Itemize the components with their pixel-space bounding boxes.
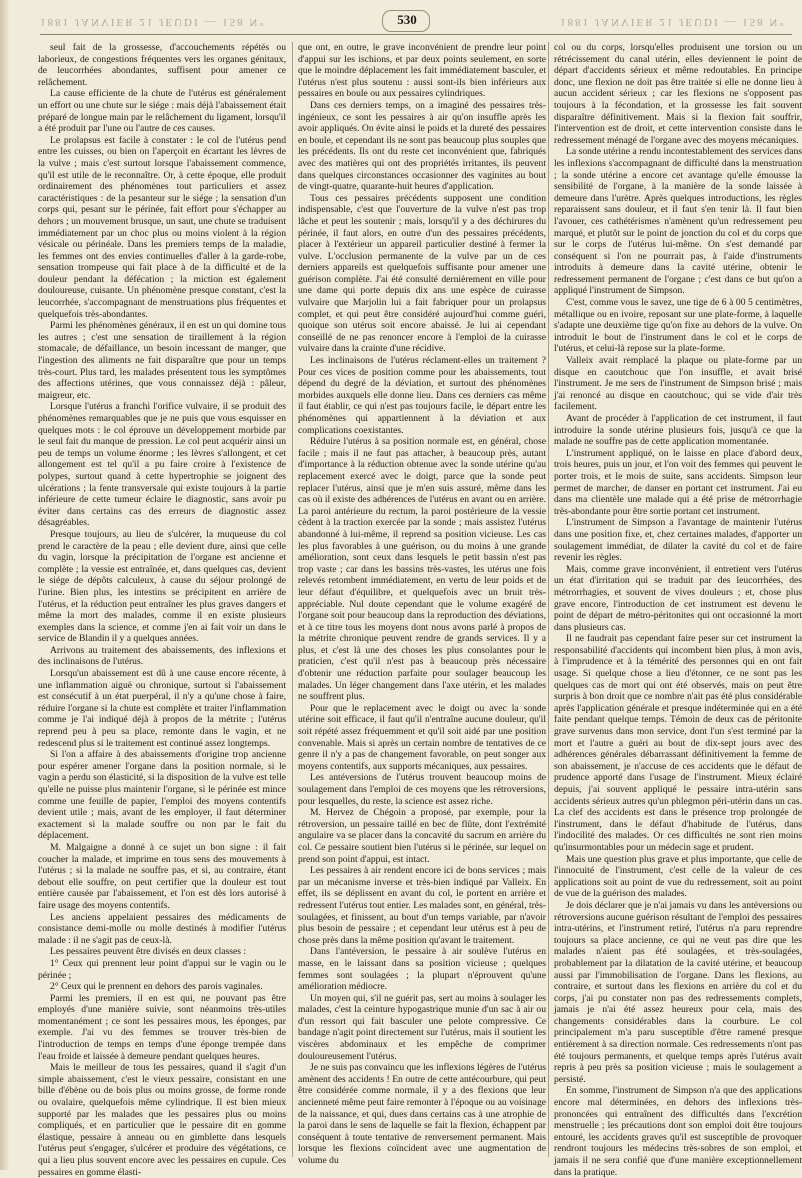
paragraph: La sonde utérine a rendu incontestablement des services dans les inflexions s'accompagnant de difficulté dans la menstruation ; la sonde utérine a encore cet avantage qu'elle émousse la sensibilité de l'organe, à la manière de la sonde laissée à demeure dans l'urètre. Après quelques introductions, les règles reparaissent sans douleur, et il faut s'en tenir là. Il faut bien l'avouer, ces cathétérismes n'amènent qu'un redressement peu marqué, et plutôt sur le point de jonction du col et du corps que sur le corps de l'utérus lui-même. On s'est demandé par conséquent si l'on ne pourrait pas, à l'aide d'instruments introduits à demeure dans la cavité utérine, obtenir le redressement permanent de l'organe ; c'est dans ce but qu'on a appliqué l'instrument de Simpson. — [554, 146, 802, 297]
paragraph: Lorsque l'utérus a franchi l'orifice vulvaire, il se produit des phénomènes remarquables que je ne puis que vous esquisser en quelques mots : le col éprouve un développement morbide par le seul fait du manque de pression. Le col peut acquérir ainsi un peu de temps un volume énorme ; les lèvres s'allongent, et cet allongement est tel qu'il a pu faire croire à l'existence de polypes, surtout quand à cette hypertrophie se joignent des ulcérations ; la fente transversale qui existe toujours à la partie inférieure de cette tumeur éclaire le diagnostic, sans avoir pu éviter dans certains cas des erreurs de diagnostic assez désagréables. — [38, 401, 286, 529]
paragraph: Réduire l'utérus à sa position normale est, en général, chose facile ; mais il ne faut pas attacher, à beaucoup près, autant d'importance à la réduction obtenue avec la sonde utérine qu'au replacement exercé avec le doigt, parce que la sonde peut replacer l'utérus, ainsi que je m'en suis assuré, même dans les cas où il existe des adhérences de l'utérus en avant ou en arrière. La paroi antérieure du rectum, la paroi postérieure de la vessie cèdent à la traction exercée par la sonde ; mais assistez l'utérus abandonné à lui-même, il reprend sa position vicieuse. Les cas les plus favorables à une guérison, ou du moins à une grande amélioration, sont ceux dans lesquels le petit bassin n'est pas trop vaste ; car dans les bassins très-vastes, les utérus une fois relevés retombent immédiatement, en vertu de leur poids et de leur défaut d'équilibre, et quelquefois avec un bruit très-appréciable. Nul doute cependant que le volume exagéré de l'organe soit pour beaucoup dans la reproduction des déviations, et à ce titre tous les moyens dont nous avons parlé à propos de la métrite chronique peuvent rendre de grands services. Il y a plus, et c'est là une des choses les plus consolantes pour le praticien, c'est qu'il n'est pas à beaucoup près nécessaire d'obtenir une réduction parfaite pour soulager beaucoup les malades. Un léger changement dans l'axe utérin, et les malades ne souffrent plus. — [298, 436, 546, 703]
paragraph: seul fait de la grossesse, d'accouchements répétés ou laborieux, de congestions fréquentes vers les organes génitaux, de leucorrhées abondantes, suffisent pour amener ce relâchement. — [38, 42, 286, 88]
paragraph: 2° Ceux qui le prennent en dehors des parois vaginales. — [50, 981, 263, 993]
paragraph: 1° Ceux qui prennent leur point d'appui sur le vagin ou le périnée ; — [38, 957, 286, 981]
paragraph: Je dois déclarer que je n'ai jamais vu dans les antéversions ou rétroversions aucune guérison résultant de l'emploi des pessaires intra-utérins, et l'instrument retiré, l'utérus n'a paru reprendre toujours sa place ancienne, ce qui ne veut pas dire que les malades n'aient pas été soulagées, et très-soulagées, probablement par la dilatation de la cavité utérine, et beaucoup aussi par l'immobilisation de l'organe. Dans les flexions, au contraire, et surtout dans les flexions en arrière du col et du corps, j'ai pu constater non pas des redressements complets, jamais je n'ai été assez heureux pour cela, mais des changements considérables dans la courbure. Le col principalement m'a paru susceptible d'être ramené presque entièrement à sa direction normale. Ces redressements n'ont pas été toujours permanents, et quelque temps après l'utérus avait repris à peu près sa position vicieuse ; mais le soulagement a persisté. — [554, 899, 802, 1085]
paragraph: Dans l'antéversion, le pessaire à air soulève l'utérus en masse, en le laissant dans sa position vicieuse ; quelques femmes sont soulagées ; la plupart n'éprouvent qu'une amélioration médiocre. — [298, 946, 546, 993]
paragraph: L'instrument appliqué, on le laisse en place d'abord deux, trois heures, puis un jour, et l'on voit des femmes qui peuvent le porter trois, et le mois de suite, sans accidents. Simpson leur permet de marcher, de danser en portant cet instrument. J'ai eu dans ma clientèle une malade qui a été prise de métrorrhagie très-abondante pour être sortie portant cet instrument. — [554, 447, 802, 517]
paragraph: Il ne faudrait pas cependant faire peser sur cet instrument la responsabilité d'accidents qui incombent bien plus, à mon avis, à l'imprudence et à la témérité des personnes qui en ont fait usage. Si quelque chose a lieu d'étonner, ce ne sont pas les quelques cas de mort qui ont été observés, mais on peut être surpris à bon droit que ce nombre n'ait pas été plus considérable après l'application générale et presque indéterminée qui en a été faite pendant quelque temps. Témoin de deux cas de péritonite grave survenus dans mon service, dont l'un s'est terminé par la mort et l'autre a guéri au bout de dix-sept jours avec des adhérences générales débarrassant définitivement la femme de son abaissement, je n'accuse de ces accidents que le défaut de prudence apporté dans l'usage de l'instrument. Mieux éclairé depuis, j'ai souvent appliqué le pessaire intra-utérin sans accidents sérieux autres qu'un phlegmon péri-utérin dans un cas. La clef des accidents est dans le présence trop prolongée de l'instrument, dans le défaut d'habitude de l'utérus, dans l'indocilité des malades. Or ces difficultés ne sont rien moins qu'insurmontables pour un médecin sage et prudent. — [554, 633, 802, 853]
paragraph: Valleix avait remplacé la plaque ou plate-forme par un disque en caoutchouc que l'on insuffle, et avait brisé l'instrument. Je me sers de l'instrument de Simpson brisé ; mais j'ai renoncé au disque en caoutchouc, qui se vide d'air très facilement. — [554, 355, 802, 413]
text-column-2 — [298, 42, 546, 1166]
paragraph: Mais une question plus grave et plus importante, que celle de l'innocuité de l'instrument, c'est celle de la valeur de ces applications soit au point de vue du redressement, soit au point de vue de la guérison des malades. — [554, 853, 802, 900]
paragraph: Mais, comme grave inconvénient, il entretient vers l'utérus un état d'irritation qui se traduit par des leucorrhées, des métrorrhagies, et souvent de vives douleurs ; et, chose plus grave encore, l'introduction de cet instrument est devenu le point de départ de métro-péritonites qui ont occasionné la mort dans plusieurs cas. — [554, 563, 802, 633]
paragraph: Arrivons au traitement des abaissements, des inflexions et des inclinaisons de l'utérus. — [38, 644, 286, 668]
text-column-3 — [554, 42, 802, 1178]
paragraph: Les pessaires peuvent être divisés en deux classes : — [50, 946, 247, 958]
paragraph: Dans ces derniers temps, on a imaginé des pessaires très-ingénieux, ce sont les pessaires à air qu'on insuffle après les avoir appliqués. On évite ainsi le poids et la dureté des pessaires en boule, et cependant ils ne sont pas beaucoup plus souples que les précédents. Ils ont du reste cet inconvénient que, fabriqués avec des matières qui ont des propriétés irritantes, ils peuvent dans quelques circonstances occasionner des vaginites au bout de vingt-quatre, quarante-huit heures d'application. — [298, 99, 546, 193]
page-edge-shadow — [0, 0, 10, 1170]
page-number: 530 — [397, 12, 417, 27]
paragraph: Parmi les premiers, il en est qui, ne pouvant pas être employés d'une manière suivie, sont néanmoins très-utiles momentanément ; ce sont les pessaires mous, les éponges, par exemple. J'ai vu des femmes se trouver très-bien de l'introduction de temps en temps d'une éponge trempée dans l'eau froide et laissée à demeure pendant quelques heures. — [38, 992, 286, 1062]
paragraph: M. Malgaigne a donné à ce sujet un bon signe : il fait coucher la malade, et imprime en tous sens des mouvements à l'utérus ; si la malade ne souffre pas, et si, au contraire, étant debout elle souffre, on peut certifier que la douleur est tout entière causée par l'abaissement, et l'on est dès lors autorisé à faire usage des moyens contentifs. — [38, 841, 286, 911]
column-separator — [292, 42, 293, 1157]
text-column-1 — [38, 42, 286, 1178]
paragraph: Les anciens appelaient pessaires des médicaments de consistance demi-molle ou molle destinés à modifier l'utérus malade : il ne s'agit pas de ceux-là. — [38, 911, 286, 946]
paragraph: Avant de procéder à l'application de cet instrument, il faut introduire la sonde utérine plusieurs fois, jusqu'à ce que la malade ne souffre pas de cette application momentanée. — [554, 413, 802, 448]
paragraph: Je ne suis pas convaincu que les inflexions légères de l'utérus amènent des accidents ! En outre de cette antécourbure, qui peut être considérée comme normale, il y a des flexions que leur ancienneté même peut faire remonter à l'époque ou au voisinage de la naissance, et qui, dues dans certains cas à une atrophie de la paroi dans le sens de laquelle se fait la flexion, échappent par conséquent à toute tentative de renversement permanent. Mais lorsque les flexions coïncident avec une augmentation de volume du — [298, 1062, 546, 1166]
paragraph: col ou du corps, lorsqu'elles produisent une torsion ou un rétrécissement du canal utérin, elles deviennent le point de départ d'accidents sérieux et même redoutables. En principe donc, une flexion ne doit pas être traitée si elle ne donne lieu à aucun accident sérieux ; car les flexions ne s'opposent pas toujours à la fécondation, et la grossesse les fait souvent disparaître définitivement. Mais si la flexion fait souffrir, l'intervention est de droit, et cette intervention consiste dans le redressement ménagé de l'organe avec des moyens mécaniques. — [554, 42, 802, 146]
paragraph: Tous ces pessaires précédents supposent une condition indispensable, c'est que l'ouverture de la vulve n'est pas trop lâche et peut les soutenir ; mais, lorsqu'il y a des déchirures du périnée, il faut alors, en outre d'un des pessaires précédents, placer à l'extérieur un appareil particulier destiné à fermer la vulve. L'occlusion permanente de la vulve par un de ces derniers appareils est quelquefois suffisante pour amener une guérison complète. J'ai été consulté dernièrement en ville pour une dame qui porte depuis dix ans une espèce de cuirasse vulvaire que Marjolin lui a fait fabriquer pour un prolapsus complet, et qui peut être considéré aujourd'hui comme guéri, quoique son utérus soit encore abaissé. Je lui ai cependant conseillé de ne pas renoncer encore à l'emploi de la cuirasse vulvaire dans la crainte d'une récidive. — [298, 192, 546, 355]
paragraph: Presque toujours, au lieu de s'ulcérer, la muqueuse du col prend le caractère de la peau ; elle devient dure, ainsi que celle du vagin, lorsque la précipitation de l'organe est ancienne et complète ; la vessie est entraînée, et, dans quelques cas, devient le siége de dépôts calculeux, à cause du séjour prolongé de l'urine. Bien plus, les intestins se précipitent en arrière de l'utérus, et la réduction peut entraîner les plus graves dangers et même la mort des malades, comme il en existe plusieurs exemples dans la science, et comme j'en ai fait voir un dans le service de Blandin il y a quelques années. — [38, 528, 286, 645]
paragraph: C'est, comme vous le savez, une tige de 6 à 00 5 centimètres, métallique ou en ivoire, reposant sur une plate-forme, à laquelle s'adapte une deuxième tige qu'on fixe au dehors de la vulve. On introduit le bout de l'instrument dans le col et le corps de l'utérus, et celui-là repose sur la plate-forme. — [554, 297, 802, 355]
paragraph: Si l'on a affaire à des abaissements d'origine trop ancienne pour espérer amener l'organe dans la position normale, si le vagin a perdu son élasticité, si la disposition de la vulve est telle qu'elle ne puisse plus maintenir l'organe, si le périnée est mince comme une feuille de papier, l'emploi des moyens contentifs devient utile ; mais, avant de les employer, il faut déterminer exactement si la malade souffre ou non par le fait du déplacement. — [38, 749, 286, 842]
show-through-header-right: 1881 JANVIER 21 JEUDI — 158 N° — [560, 16, 786, 28]
paragraph: Les antéversions de l'utérus trouvent beaucoup moins de soulagement dans l'emploi de ces moyens que les rétroversions, pour lesquelles, du reste, la science est assez riche. — [298, 772, 546, 807]
paragraph: M. Hervez de Chégoin a proposé, par exemple, pour la rétroversion, un pessaire taillé en bec de flûte, dont l'extrémité angulaire va se placer dans la concavité du sacrum en arrière du col. Ce pessaire soutient bien l'utérus si le périnée, sur lequel on prend son point d'appui, est intact. — [298, 807, 546, 865]
paragraph: Pour que le replacement avec le doigt ou avec la sonde utérine soit efficace, il faut qu'il n'entraîne aucune douleur, qu'il soit répété assez fréquemment et qu'il soit aidé par une position convenable. Mais si après un certain nombre de tentatives de ce genre il n'y a pas de changement favorable, on peut songer aux moyens contentifs, aux supports mécaniques, aux pessaires. — [298, 702, 546, 772]
paragraph: que ont, en outre, le grave inconvénient de prendre leur point d'appui sur les ischions, et par deux points seulement, en sorte que le moindre déplacement les fait immédiatement basculer, et l'utérus n'est plus soutenu : aussi sont-ils bien inférieurs aux pessaires en boule ou aux pessaires cylindriques. — [298, 42, 546, 100]
show-through-header-left: 1881 JANVIER 21 JEUDI — 158 N° — [40, 16, 266, 28]
paragraph: Lorsqu'un abaissement est dû à une cause encore récente, à une inflammation aiguë ou chronique, surtout si l'abaissement est consécutif à un état puerpéral, il n'y a qu'une chose à faire, réduire l'organe si la chute est complète et traiter l'inflammation comme je l'ai indiqué déjà à propos de la métrite ; l'utérus reprend peu à peu sa place, remonte dans le vagin, et ne redescend plus si le traitement est continué assez longtemps. — [38, 668, 286, 749]
paragraph: La cause efficiente de la chute de l'utérus est généralement un effort ou une chute sur le siége : mais déjà l'abaissement était préparé de longue main par le relâchement du ligament, lorsqu'il a été produit par l'une ou l'autre de ces causes. — [38, 88, 286, 135]
header-rule — [40, 34, 792, 35]
paragraph: Parmi les phénomènes généraux, il en est un qui domine tous les autres ; c'est une sensation de tiraillement à la région stomacale, de défaillance, un besoin incessant de manger, que l'ingestion des aliments ne fait disparaître que pour un temps très-court. Plus tard, les malades présentent tous les symptômes des affections utérines, que vous connaissez déjà : pâleur, maigreur, etc. — [38, 320, 286, 401]
paragraph: Les inclinaisons de l'utérus réclament-elles un traitement ? Pour ces vices de position comme pour les abaissements, tout dépend du degré de la déviation, et surtout des phénomènes morbides auxquels elle donne lieu. Dans ces derniers cas même il faut établir, ce qui n'est pas toujours facile, le départ entre les phénomènes qui appartiennent à la déviation et aux complications coexistantes. — [298, 355, 546, 436]
page-header — [0, 10, 800, 32]
paragraph: Le prolapsus est facile à constater : le col de l'utérus pend entre les cuisses, ou bien on l'aperçoit en écartant les lèvres de la vulve ; mais c'est surtout lorsque l'abaissement commence, qu'il est utile de le reconnaître. Or, à cette époque, elle produit ordinairement des phénomènes tout particuliers et assez caractéristiques : de la pesanteur sur le siége ; la sensation d'un corps qui, pesant sur le périnée, fait effort pour s'échapper au dehors ; un mouvement brusque, un saut, une chute se traduisent immédiatement par un choc plus ou moins violent à la région vésicale ou périnéale. Dans les premiers temps de la maladie, les femmes ont des envies continuelles d'aller à la garde-robe, sensation trompeuse qui fait place à de la difficulté et de la douleur pendant la défécation ; la miction est également douloureuse, cuisante. Un phénomène presque constant, c'est la leucorrhée, s'accompagnant de menstruations plus fréquentes et quelquefois très-abondantes. — [38, 134, 286, 320]
column-separator — [548, 42, 549, 1157]
paragraph: L'instrument de Simpson a l'avantage de maintenir l'utérus dans une position fixe, et, chez certaines malades, d'apporter un soulagement immédiat, de dilater la cavité du col et de faire revenir les règles. — [554, 517, 802, 564]
paragraph: Les pessaires à air rendent encore ici de bons services ; mais par un mécanisme inverse et très-bien indiqué par Valleix. En effet, ils se déplissent en avant du col, le portent en arrière et redressent l'utérus tout entier. Les malades sont, en général, très-soulagées, et finissent, au bout d'un temps variable, par n'avoir plus besoin de pessaire ; et cependant leur utérus est à peu de chose près dans la même position qu'avant le traitement. — [298, 865, 546, 946]
paragraph: En somme, l'instrument de Simpson n'a que des applications encore mal déterminées, en dehors des inflexions très-prononcées qui entraînent des difficultés dans l'excrétion menstruelle ; les précautions dont son emploi doit être toujours entouré, les accidents graves qu'il est susceptible de provoquer rendront toujours les médecins très-sobres de son emploi, et jamais il ne sera confié que d'une manière exceptionnellement dans la pratique. — [554, 1085, 802, 1178]
paragraph: Un moyen qui, s'il ne guérit pas, sert au moins à soulager les malades, c'est la ceinture hypogastrique munie d'un sac à air ou d'un ressort qui fait basculer une pelote compressive. Ce bandage n'agit point directement sur l'utérus, mais il soutient les viscères abdominaux et les empêche de comprimer douloureusement l'utérus. — [298, 992, 546, 1062]
paragraph: Mais le meilleur de tous les pessaires, quand il s'agit d'un simple abaissement, c'est le vieux pessaire, consistant en une bille d'ébène ou de bois plus ou moins grosse, de forme ronde ou ovalaire, quelquefois même cylindrique. Il est bien mieux supporté par les malades que les pessaires plus ou moins compliqués, et en particulier que le pessaire dit en gomme élastique, pessaire à anneau ou en gimblette dans lesquels l'utérus peut s'engager, s'ulcérer et produire des végétations, ce qui a lieu plus souvent encore avec les pessaires en cupule. Ces pessaires en gomme élasti- — [38, 1062, 286, 1178]
